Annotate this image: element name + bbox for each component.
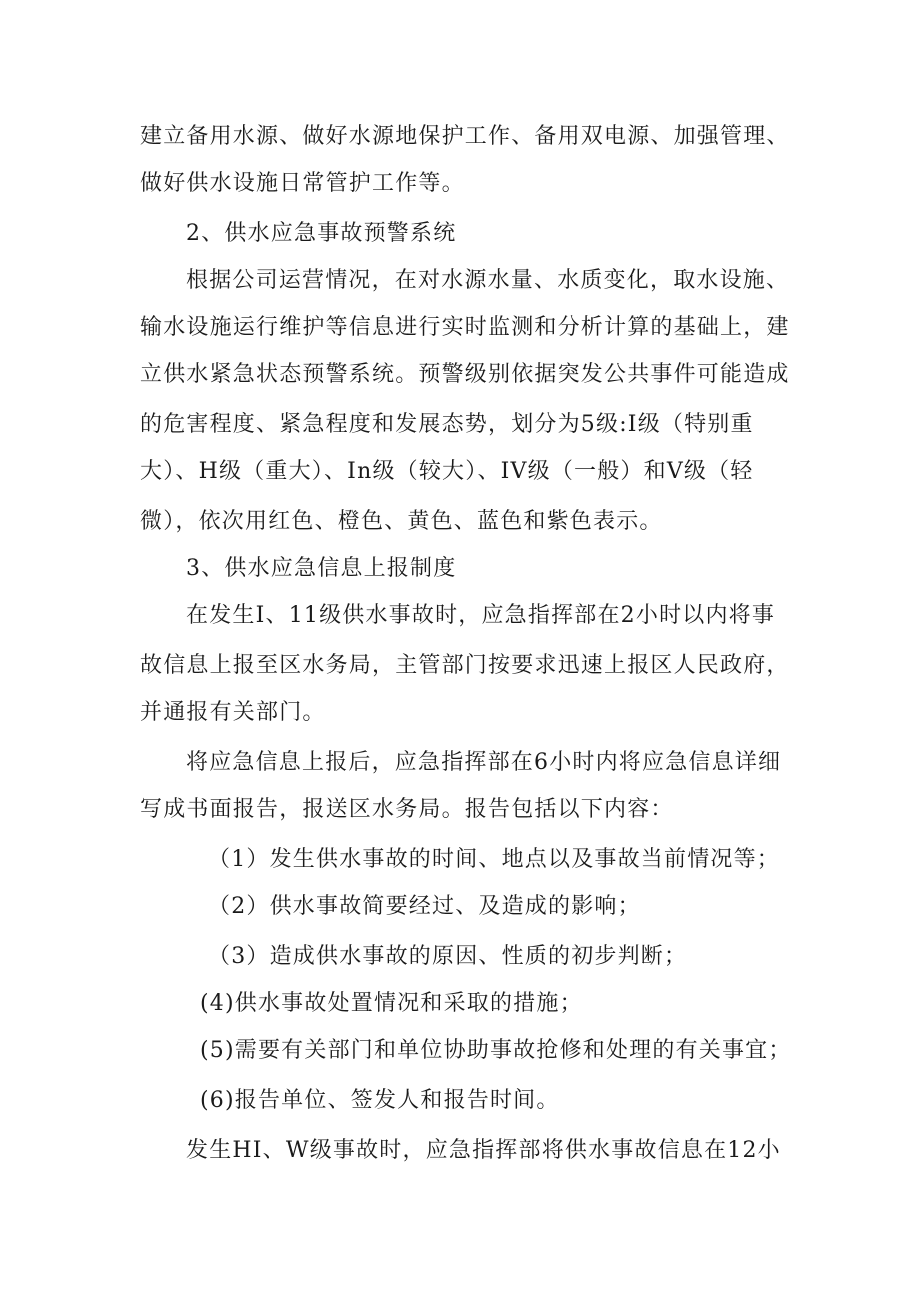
list-item: (4)供水事故处置情况和采取的措施； (200, 991, 583, 1016)
list-item: （1）发生供水事故的时间、地点以及事故当前情况等； (208, 847, 780, 872)
body-text-line: 输水设施运行维护等信息进行实时监测和分析计算的基础上，建 (140, 315, 790, 340)
body-text-line: 根据公司运营情况，在对水源水量、水质变化，取水设施、 (186, 268, 790, 293)
body-text-line: 的危害程度、紧急程度和发展态势，划分为5级:I级（特别重 (140, 412, 754, 437)
body-text-line: 建立备用水源、做好水源地保护工作、备用双电源、加强管理、 (140, 124, 790, 149)
body-text-line: 将应急信息上报后，应急指挥部在6小时内将应急信息详细 (186, 750, 782, 775)
body-text-line: 在发生I、11级供水事故时，应急指挥部在2小时以内将事 (186, 603, 776, 628)
section-heading: 3、供水应急信息上报制度 (186, 556, 457, 581)
section-heading: 2、供水应急事故预警系统 (186, 221, 457, 246)
body-text-line: 立供水紧急状态预警系统。预警级别依据突发公共事件可能造成 (140, 362, 790, 387)
body-text-line: 并通报有关部门。 (140, 700, 326, 725)
body-text-line: 做好供水设施日常管护工作等。 (140, 171, 465, 196)
body-text-line: 微），依次用红色、橙色、黄色、蓝色和紫色表示。 (140, 509, 663, 534)
list-item: （2）供水事故简要经过、及造成的影响； (208, 894, 641, 919)
list-item: (6)报告单位、签发人和报告时间。 (200, 1088, 560, 1113)
body-text-line: 写成书面报告，报送区水务局。报告包括以下内容： (140, 797, 674, 822)
body-text-line: 故信息上报至区水务局，主管部门按要求迅速上报区人民政府， (140, 653, 790, 678)
list-item: （3）造成供水事故的原因、性质的初步判断； (208, 944, 688, 969)
body-text-line: 大）、H级（重大）、In级（较大）、IV级（一般）和V级（轻 (140, 459, 754, 484)
body-text-line: 发生HI、W级事故时，应急指挥部将供水事故信息在12小 (186, 1138, 781, 1163)
list-item: (5)需要有关部门和单位协助事故抢修和处理的有关事宜； (200, 1038, 792, 1063)
